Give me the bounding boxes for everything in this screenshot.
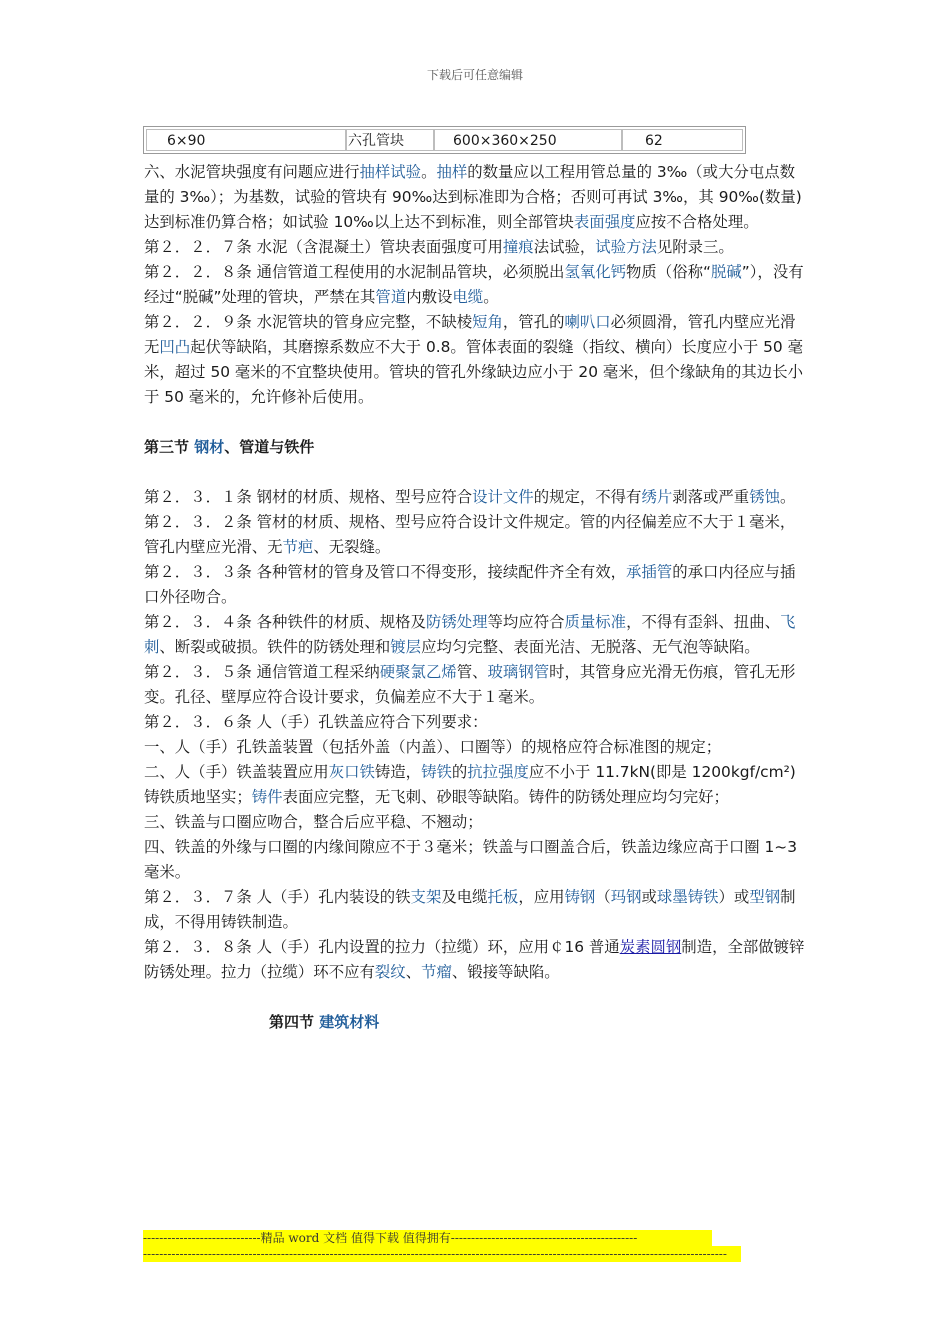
term-link[interactable]: 钢材	[194, 438, 225, 456]
term-link[interactable]: 裂纹	[374, 963, 406, 981]
paragraph: 第２．２．７条 水泥（含混凝土）管块表面强度可用撞痕法试验，试验方法见附录三。	[144, 238, 734, 256]
term-link[interactable]: 脱碱	[710, 263, 742, 281]
term-link[interactable]: 撞痕	[502, 238, 534, 256]
paragraph: 二、人（手）铁盖装置应用灰口铁铸造，铸铁的抗拉强度应不小于 11.7kN(即是 1200kgf/cm²)铸铁质地坚实；铸件表面应完整，无飞刺、砂眼等缺陷。铸件的防锈处理应均匀完好；	[144, 763, 796, 806]
term-link[interactable]: 型钢	[749, 888, 781, 906]
term-link[interactable]: 玛钢	[610, 888, 642, 906]
term-link[interactable]: 设计文件	[472, 488, 534, 506]
paragraph: 六、水泥管块强度有问题应进行抽样试验。抽样的数量应以工程用管总量的 3‰（或大分屯点数量的 3‰）；为基数，试验的管块有 90‰达到标准即为合格；否则可再试 3‰，其 90‰(数量)达到标准仍算合格；如试验 10‰以上达不到标准，则全部管块表面强度应按不合格处理。	[144, 163, 802, 231]
term-link[interactable]: 凹凸	[159, 338, 191, 356]
term-link[interactable]: 球墨铸铁	[656, 888, 719, 906]
term-link[interactable]: 抗拉强度	[467, 763, 529, 781]
term-link[interactable]: 绣片	[641, 488, 673, 506]
term-link[interactable]: 节疤	[282, 538, 314, 556]
term-link[interactable]: 喇叭口	[564, 313, 611, 331]
term-link[interactable]: 炭素圆钢	[619, 938, 682, 956]
term-link[interactable]: 支架	[410, 888, 442, 906]
term-link[interactable]: 抽样	[436, 163, 468, 181]
term-link[interactable]: 电缆	[452, 288, 484, 306]
spacer	[144, 985, 806, 1010]
table-cell-size: 6×90	[146, 129, 346, 151]
footer-line-1: -----------------------------精品 word 文档 值得下载 值得拥有----------------------------------------------	[143, 1230, 712, 1246]
paragraph: 第２．３．１条 钢材的材质、规格、型号应符合设计文件的规定，不得有绣片剥落或严重锈蚀。	[144, 488, 796, 506]
paragraph: 四、铁盖的外缘与口圈的内缘间隙应不于３毫米；铁盖与口圈盖合后，铁盖边缘应高于口圈 1~3 毫米。	[144, 838, 797, 881]
term-link[interactable]: 抽样试验	[359, 163, 422, 181]
term-link[interactable]: 铸件	[251, 788, 283, 806]
term-link[interactable]: 管道	[375, 288, 407, 306]
term-link[interactable]: 防锈处理	[425, 613, 488, 631]
paragraph: 第２．３．７条 人（手）孔内装设的铁支架及电缆托板，应用铸钢（玛钢或球墨铸铁）或型钢制成，不得用铸铁制造。	[144, 888, 796, 931]
table-row	[146, 129, 743, 151]
term-link[interactable]: 建筑材料	[319, 1013, 380, 1031]
term-link[interactable]: 氢氧化钙	[564, 263, 627, 281]
term-link[interactable]: 表面强度	[573, 213, 636, 231]
paragraph: 第２．２．８条 通信管道工程使用的水泥制品管块，必须脱出氢氧化钙物质（俗称“脱碱”），没有经过“脱碱”处理的管块，严禁在其管道内敷设电缆。	[144, 263, 804, 306]
term-link[interactable]: 灰口铁	[328, 763, 375, 781]
document-body	[144, 160, 806, 1035]
section-heading: 第四节 建筑材料	[269, 1013, 380, 1031]
spacer	[144, 410, 806, 435]
term-link[interactable]: 质量标准	[564, 613, 627, 631]
term-link[interactable]: 节瘤	[421, 963, 452, 981]
term-link[interactable]: 试验方法	[595, 238, 657, 256]
spec-table	[143, 126, 746, 154]
term-link[interactable]: 承插管	[626, 563, 673, 581]
paragraph: 第２．３．２条 管材的材质、规格、型号应符合设计文件规定。管的内径偏差应不大于１毫米，管孔内壁应光滑、无节疤、无裂缝。	[144, 513, 796, 556]
page-footer	[143, 1230, 743, 1262]
table-cell-count: 62	[622, 129, 743, 151]
section-heading: 第三节 钢材、管道与铁件	[144, 438, 315, 456]
paragraph: 第２．２．９条 水泥管块的管身应完整，不缺棱短角，管孔的喇叭口必须圆滑，管孔内壁应光滑无凹凸起伏等缺陷，其磨擦系数应不大于 0.8。管体表面的裂缝（指纹、横向）长度应小于 50 毫米，超过 50 毫米的不宜整块使用。管块的管孔外缘缺边应小于 20 毫米，但个缘缺角的其边长小于 50 毫米的，允许修补后使用。	[144, 313, 804, 406]
footer-line-2: ------------------------------------------------------------------------------------------------------------------------------------------------	[143, 1246, 741, 1262]
page-header: 下载后可任意编辑	[426, 68, 523, 82]
paragraph: 第２．３．８条 人（手）孔内设置的拉力（拉缆）环，应用￠16 普通炭素圆钢制造，全部做镀锌防锈处理。拉力（拉缆）环不应有裂纹、节瘤、锻接等缺陷。	[144, 938, 805, 981]
paragraph: 三、铁盖与口圈应吻合，整合后应平稳、不翘动；	[144, 813, 483, 831]
term-link[interactable]: 托板	[487, 888, 519, 906]
term-link[interactable]: 硬聚氯乙烯	[379, 663, 457, 681]
term-link[interactable]: 锈蚀	[749, 488, 780, 506]
table-cell-dimensions: 600×360×250	[434, 129, 622, 151]
term-link[interactable]: 玻璃钢管	[487, 663, 550, 681]
spacer	[144, 460, 806, 485]
paragraph: 第２．３．３条 各种管材的管身及管口不得变形，接续配件齐全有效，承插管的承口内径应与插口外径吻合。	[144, 563, 796, 606]
term-link[interactable]: 飞刺	[144, 613, 796, 656]
paragraph: 第２．３．５条 通信管道工程采纳硬聚氯乙烯管、玻璃钢管时，其管身应光滑无伤痕，管孔无形变。孔径、壁厚应符合设计要求，负偏差应不大于１毫米。	[144, 663, 796, 706]
paragraph: 第２．３．６条 人（手）孔铁盖应符合下列要求：	[144, 713, 488, 731]
term-link[interactable]: 镀层	[390, 638, 422, 656]
term-link[interactable]: 铸铁	[421, 763, 452, 781]
term-link[interactable]: 短角	[472, 313, 503, 331]
paragraph: 第２．３．４条 各种铁件的材质、规格及防锈处理等均应符合质量标准，不得有歪斜、扭曲、飞刺、断裂或破损。铁件的防锈处理和镀层应均匀完整、表面光洁、无脱落、无气泡等缺陷。	[144, 613, 796, 656]
term-link[interactable]: 铸钢	[564, 888, 596, 906]
table-cell-type: 六孔管块	[346, 129, 434, 151]
paragraph: 一、人（手）孔铁盖装置（包括外盖（内盖）、口圈等）的规格应符合标准图的规定；	[144, 738, 722, 756]
